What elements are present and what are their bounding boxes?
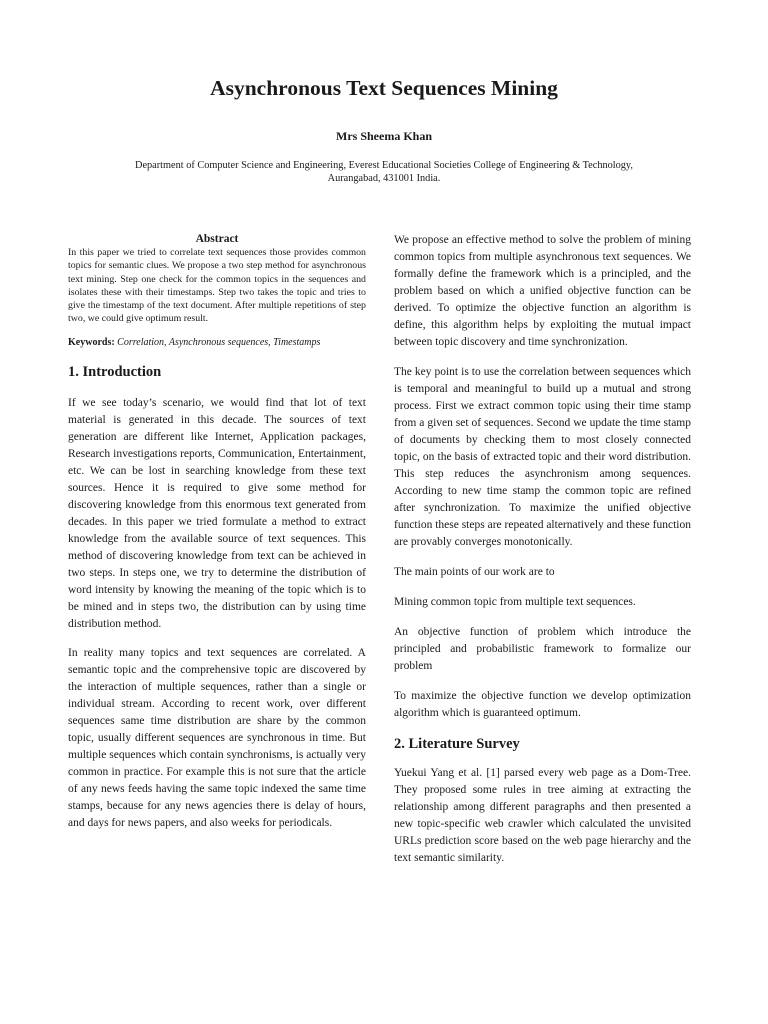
abstract-text: In this paper we tried to correlate text sequences those provides common topics for semantic clues. We propose a two step method for asynchronous text mining. Step one check for the common topics in the sequences and isolates these with their timestamps. Step two takes the topic and tries to give the timestamp of the text document. After multiple repetitions of step two, we could give optimum result. [68,247,366,325]
left-column [68,232,366,844]
section-heading-literature-survey: 2. Literature Survey [394,736,520,752]
literature-paragraph-1: Yuekui Yang et al. [1] parsed every web page as a Dom-Tree. They proposed some rules in tree aiming at extracting the relationship among different paragraphs and then presented a new topic-specific web crawler which calculated the unvisited URLs prediction score based on the web page hierarchy and the text semantic similarity. [394,767,691,864]
keywords-text: Correlation, Asynchronous sequences, Timestamps [117,336,321,348]
intro-paragraph-1: If we see today’s scenario, we would find that lot of text material is generated in this decade. The sources of text generation are different like Internet, Application packages, Research investigations reports, Communication, Entertainment, etc. We can be lost in searching knowledge from these text sources. Hence it is required to give some method for discovering knowledge from this enormous text generated from decades. In this paper we tried formulate a method to extract knowledge from the available source of text sequences. This method of discovering knowledge from text can be achieved in two steps. In steps one, we try to determine the distribution of word intensity by knowing the meaning of the topic which is to be mined and in steps two, the distribution can by using time distribution method. [68,396,366,630]
keywords [68,336,366,349]
right-paragraph-4: Mining common topic from multiple text sequences. [394,596,636,608]
author-name: Mrs Sheema Khan [336,129,432,143]
paper-title: Asynchronous Text Sequences Mining [210,76,558,100]
right-paragraph-5: An objective function of problem which introduce the principled and probabilistic framework to formalize our problem [394,626,691,672]
author-affiliation [96,159,672,185]
intro-paragraph-2: In reality many topics and text sequences are correlated. A semantic topic and the comprehensive topic are discovered by the interaction of multiple sequences, rather than a single or individual stream. According to recent work, over different sequences same time distribution are share by the common topic, usually different sequences are synchronous in time. But multiple sequences which contain synchronisms, is actually very common in practice. For example this is not sure that the article of any news feeds having the same topic indexed the same time stamps, because for any news agencies there is delay of hours, and days for news papers, and also weeks for periodicals. [68,646,366,829]
abstract-heading: Abstract [195,233,239,245]
keywords-label: Keywords: [68,336,115,348]
right-paragraph-1: We propose an effective method to solve the problem of mining common topics from multiple asynchronous text sequences. We formally define the framework which is a principled, and the problem based on which a unified objective function can be derived. To optimize the objective function an algorithm is define, this algorithm helps by exploiting the mutual impact between topic discovery and time synchronization. [394,234,691,348]
affiliation-line-2: Aurangabad, 431001 India. [327,173,441,184]
section-heading-introduction: 1. Introduction [68,363,162,380]
right-paragraph-3: The main points of our work are to [394,566,555,578]
affiliation-line-1: Department of Computer Science and Engineering, Everest Educational Societies College of Engineering & Technology, [135,160,633,171]
right-column [394,232,691,880]
right-paragraph-2: The key point is to use the correlation between sequences which is temporal and meaningful to build up a mutual and strong process. First we extract common topic using their time stamp from a given set of sequences. Second we update the time stamp of documents by checking them to most closely connected topic, on the basis of extracted topic and their word distribution. This step reduces the asynchronism among sequences. According to new time stamp the common topic are refined after synchronization. To maximize the unified objective function these steps are repeated alternatively and these function are provably converges monotonically. [394,366,691,548]
right-paragraph-6: To maximize the objective function we develop optimization algorithm which is guaranteed optimum. [394,690,691,719]
